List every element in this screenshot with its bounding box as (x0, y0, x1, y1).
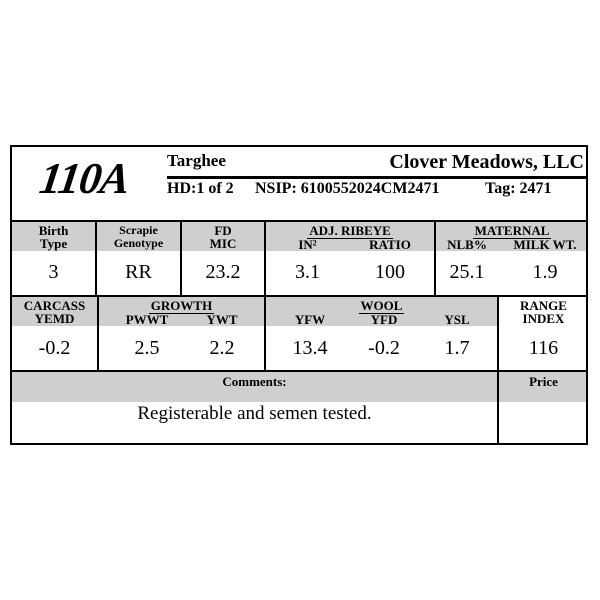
fd-mic-value: 23.2 (205, 261, 241, 283)
header-rule (167, 176, 586, 179)
adj-ribeye-group: ADJ. RIBEYE (309, 223, 391, 238)
comments-label: Comments: (222, 374, 287, 389)
milk-wt-label: MILK WT. (513, 237, 577, 252)
pwwt-value: 2.5 (134, 337, 160, 359)
birth-type-label: Birth Type (38, 223, 69, 251)
comments-text: Registerable and semen tested. (137, 403, 372, 424)
in2-value: 3.1 (295, 261, 320, 283)
nlb-value: 25.1 (449, 261, 485, 283)
scrapie-genotype-label: Scrapie Genotype (113, 223, 164, 250)
growth-group: GROWTH (150, 298, 213, 313)
ratio-value: 100 (375, 261, 405, 283)
breed-name: Targhee (167, 151, 226, 170)
price-label: Price (529, 374, 558, 389)
pwwt-label: PWWT (125, 312, 169, 327)
tag-number: Tag: 2471 (485, 180, 552, 197)
wool-group: WOOL (360, 298, 403, 313)
range-index-label: RANGE INDEX (520, 298, 567, 326)
lot-number: 110A (36, 154, 133, 203)
scrapie-genotype-value: RR (125, 261, 152, 283)
milk-wt-value: 1.9 (532, 261, 558, 283)
yfw-value: 13.4 (292, 337, 328, 359)
birth-type-value: 3 (48, 261, 59, 283)
nsip-id: NSIP: 6100552024CM2471 (255, 180, 440, 197)
carcass-yemd-value: -0.2 (38, 337, 71, 359)
sale-card (10, 145, 588, 445)
carcass-yemd-label: CARCASS YEMD (23, 298, 86, 326)
yfd-value: -0.2 (368, 337, 400, 359)
ysl-label: YSL (444, 312, 470, 327)
yfw-label: YFW (294, 312, 326, 327)
maternal-group: MATERNAL (474, 223, 550, 238)
ywt-value: 2.2 (209, 337, 235, 359)
fd-mic-label: FD MIC (209, 223, 237, 251)
in2-label: IN² (298, 237, 317, 252)
ysl-value: 1.7 (444, 337, 470, 359)
nlb-label: NLB% (447, 237, 487, 252)
yfd-label: YFD (370, 312, 398, 327)
range-index-value: 116 (528, 337, 559, 359)
ywt-label: YWT (206, 312, 238, 327)
ratio-label: RATIO (369, 237, 411, 252)
farm-name: Clover Meadows, LLC (389, 151, 584, 173)
hd-info: HD:1 of 2 (167, 180, 234, 197)
